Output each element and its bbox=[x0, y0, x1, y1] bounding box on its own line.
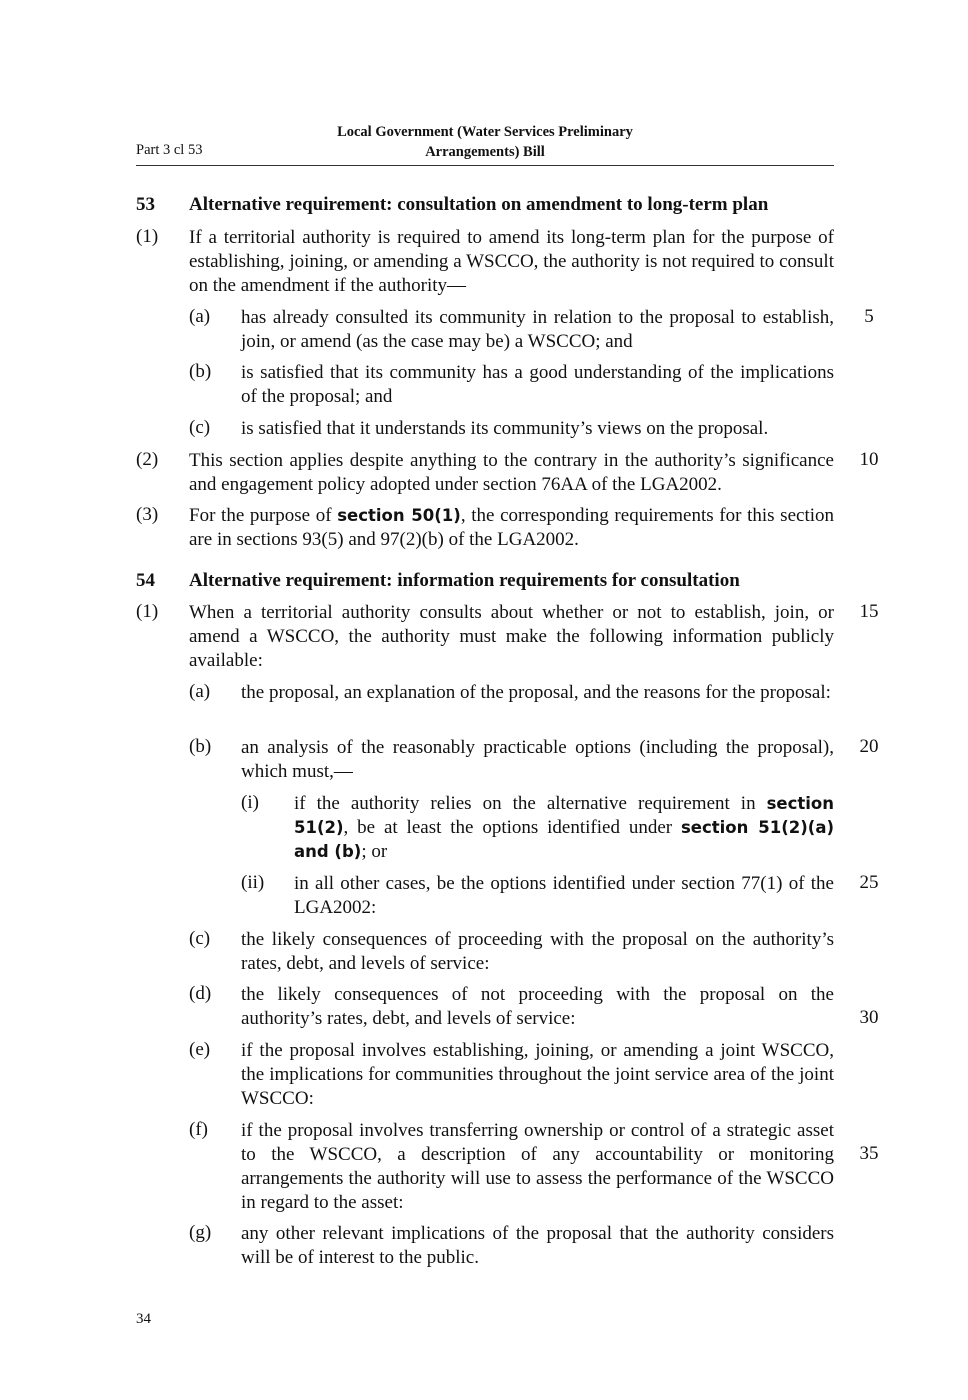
s54-para-c-text: the likely consequences of proceeding with the proposal on the authority’s rates, debt, and levels of service: bbox=[241, 929, 834, 974]
s53-para-c-text: is satisfied that it understands its community’s views on the proposal. bbox=[241, 418, 769, 439]
s54-para-a-label: (a) bbox=[189, 681, 211, 702]
cross-reference-section-51-2: section 51(2) bbox=[294, 794, 834, 837]
s54-para-d-label: (d) bbox=[189, 983, 212, 1004]
s54-subpara-i-pre: if the authority relies on the alternative requirement in bbox=[294, 793, 767, 814]
s53-subsection-3-text bbox=[189, 504, 834, 552]
s53-para-b-label: (b) bbox=[189, 361, 212, 382]
s53-subsection-3-label: (3) bbox=[136, 504, 159, 525]
s54-subpara-i-post: ; or bbox=[361, 841, 388, 862]
line-number: 5 bbox=[864, 306, 874, 327]
section-54-heading: Alternative requirement: information requirements for consultation bbox=[189, 570, 740, 591]
s54-subpara-i-text bbox=[294, 792, 834, 864]
line-number: 10 bbox=[859, 449, 879, 470]
s53-subsection-1-text: If a territorial authority is required to amend its long-term plan for the purpose of establishing, joining, or amending a WSCCO, the authority is not required to consult on the amendment if the authority— bbox=[189, 227, 834, 296]
s53-subsection-2-text: This section applies despite anything to the contrary in the authority’s significance and engagement policy adopted under section 76AA of the LGA2002. bbox=[189, 450, 834, 495]
s53-sub3-text-pre: For the purpose of bbox=[189, 505, 338, 526]
s54-subpara-i-label: (i) bbox=[241, 792, 259, 813]
s54-para-e-text: if the proposal involves establishing, joining, or amending a joint WSCCO, the implications for communities throughout the joint service area of the joint WSCCO: bbox=[241, 1040, 834, 1109]
s54-para-g-text: any other relevant implications of the proposal that the authority considers will be of interest to the public. bbox=[241, 1223, 834, 1268]
line-number: 30 bbox=[859, 1007, 879, 1028]
line-number: 15 bbox=[859, 601, 879, 622]
s53-sub3-text-post: , the corresponding requirements for this section are in sections 93(5) and 97(2)(b) of the LGA2002. bbox=[189, 505, 835, 550]
header-rule bbox=[136, 165, 834, 166]
header-title-line-1: Local Government (Water Services Preliminary bbox=[337, 124, 633, 140]
line-number: 20 bbox=[859, 736, 879, 757]
s54-para-c-label: (c) bbox=[189, 928, 211, 949]
s53-para-a-label: (a) bbox=[189, 306, 211, 327]
cross-reference-section-51-2-a-b: section 51(2)(a) and (b) bbox=[294, 818, 834, 861]
s54-para-b-text: an analysis of the reasonably practicable options (including the proposal), which must,— bbox=[241, 737, 834, 782]
header-bill-title bbox=[300, 122, 670, 162]
s54-subpara-ii-text: in all other cases, be the options identified under section 77(1) of the LGA2002: bbox=[294, 873, 834, 918]
s54-para-d-text: the likely consequences of not proceeding with the proposal on the authority’s rates, debt, and levels of service: bbox=[241, 984, 834, 1029]
section-53-heading: Alternative requirement: consultation on amendment to long-term plan bbox=[189, 194, 769, 215]
s54-para-f-text: if the proposal involves transferring ownership or control of a strategic asset to the WSCCO, a description of any accountability or monitoring arrangements the authority will use to assess the performance of the WSCCO in regard to the asset: bbox=[241, 1120, 834, 1213]
header-part-reference: Part 3 cl 53 bbox=[136, 142, 203, 158]
page-number: 34 bbox=[136, 1311, 151, 1327]
line-number: 35 bbox=[859, 1143, 879, 1164]
line-number: 25 bbox=[859, 872, 879, 893]
s54-subpara-ii-label: (ii) bbox=[241, 872, 265, 893]
s54-subsection-1-text: When a territorial authority consults about whether or not to establish, join, or amend a WSCCO, the authority must make the following information publicly available: bbox=[189, 602, 834, 671]
s54-subpara-i-mid: , be at least the options identified under bbox=[343, 817, 681, 838]
s54-para-a-text: the proposal, an explanation of the proposal, and the reasons for the proposal: bbox=[241, 682, 831, 703]
s54-para-g-label: (g) bbox=[189, 1222, 212, 1243]
section-54-number: 54 bbox=[136, 570, 155, 591]
s53-subsection-2-label: (2) bbox=[136, 449, 159, 470]
s54-para-e-label: (e) bbox=[189, 1039, 211, 1060]
s54-para-b-label: (b) bbox=[189, 736, 212, 757]
s53-para-b-text: is satisfied that its community has a good understanding of the implications of the proposal; and bbox=[241, 362, 834, 407]
cross-reference-section-50-1: section 50(1) bbox=[337, 506, 461, 525]
s54-subsection-1-label: (1) bbox=[136, 601, 159, 622]
s53-para-c-label: (c) bbox=[189, 417, 211, 438]
s54-para-f-label: (f) bbox=[189, 1119, 208, 1140]
header-title-line-2: Arrangements) Bill bbox=[425, 144, 545, 160]
section-53-number: 53 bbox=[136, 194, 155, 215]
s53-para-a-text: has already consulted its community in relation to the proposal to establish, join, or amend (as the case may be) a WSCCO; and bbox=[241, 307, 834, 352]
s53-subsection-1-label: (1) bbox=[136, 226, 159, 247]
